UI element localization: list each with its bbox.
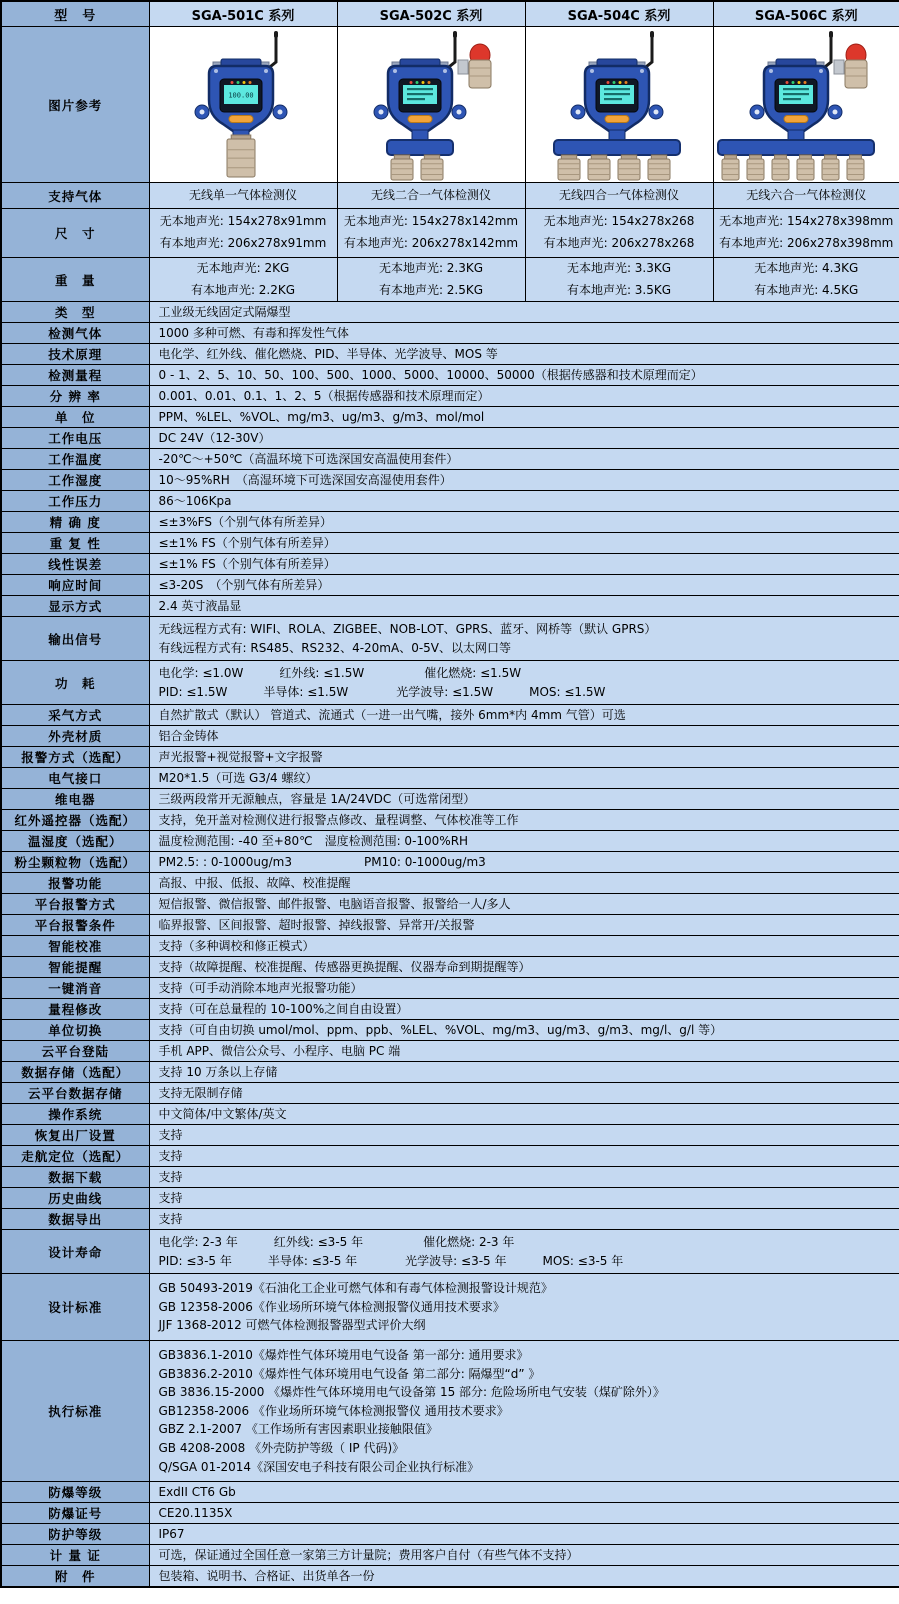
table-row (1, 936, 899, 957)
value-line: 可选，保证通过全国任意一家第三方计量院；费用客户自付（有些气体不支持） (158, 1547, 579, 1562)
value-line: 无本地声光: 2.3KG (378, 261, 484, 275)
table-row (1, 957, 899, 978)
value-line: 中文简体/中文繁体/英文 (158, 1106, 287, 1121)
value-line: 温度检测范围: -40 至+80℃ 湿度检测范围: 0-100%RH (158, 833, 469, 848)
row-label: 单位切换 (1, 1020, 149, 1041)
spec-value-cell (149, 810, 899, 831)
spec-value-cell (149, 617, 899, 661)
spec-value-cell (149, 1167, 899, 1188)
row-label: 平台报警方式 (1, 894, 149, 915)
value-line: ≤±3%FS（个别气体有所差异） (158, 514, 332, 529)
value-line: ≤3-20S （个别气体有所差异） (158, 577, 330, 592)
row-label: 检测气体 (1, 323, 149, 344)
table-row (1, 1188, 899, 1209)
table-row (1, 978, 899, 999)
value-line: 无线六合一气体检测仪 (746, 188, 867, 203)
value-line: 支持 (158, 1148, 183, 1163)
value-line: GB 3836.15-2000 《爆炸性气体环境用电气设备第 15 部分: 危险场所电气安装（煤矿除外）》 (158, 1385, 665, 1400)
value-line: 支持无限制存储 (158, 1085, 243, 1100)
row-label: 报警功能 (1, 873, 149, 894)
row-label: 重 复 性 (1, 533, 149, 554)
manifold-bar (387, 140, 453, 155)
value-line: 支持（故障提醒、校准提醒、传感器更换提醒、仪器寿命到期提醒等） (158, 959, 531, 974)
spec-value-cell (149, 575, 899, 596)
table-row (1, 209, 899, 258)
row-label: 检测量程 (1, 365, 149, 386)
row-label: 恢复出厂设置 (1, 1125, 149, 1146)
row-label: 电气接口 (1, 768, 149, 789)
value-line: 铝合金铸体 (158, 728, 219, 743)
row-label: 防护等级 (1, 1524, 149, 1545)
value-line: 高报、中报、低报、故障、校准提醒 (158, 875, 351, 890)
spec-value-cell (149, 999, 899, 1020)
value-line: GBZ 2.1-2007 《工作场所有害因素职业接触限值》 (158, 1422, 438, 1437)
table-row (1, 596, 899, 617)
sensor-head-icon (391, 155, 413, 180)
spec-value-cell (149, 936, 899, 957)
model-header-cell: SGA-502C 系列 (337, 1, 525, 27)
table-row (1, 831, 899, 852)
row-label: 平台报警条件 (1, 915, 149, 936)
table-row (1, 1146, 899, 1167)
row-label: 技术原理 (1, 344, 149, 365)
spec-value-cell (149, 1020, 899, 1041)
product-image-cell (337, 27, 525, 183)
value-line: 自然扩散式（默认） 管道式、流通式（一进一出气嘴，接外 6mm*内 4mm 气管）可选 (158, 707, 626, 722)
gas-detector-illustration (150, 28, 336, 181)
table-row (1, 661, 899, 705)
row-label: 线性误差 (1, 554, 149, 575)
table-row (1, 575, 899, 596)
value-line: 手机 APP、微信公众号、小程序、电脑 PC 端 (158, 1043, 401, 1058)
table-row (1, 470, 899, 491)
table-row (1, 449, 899, 470)
table-row (1, 1125, 899, 1146)
value-line: 有本地声光: 2.5KG (378, 282, 484, 297)
spec-value-cell (149, 449, 899, 470)
value-line: 支持（可自由切换 umol/mol、ppm、ppb、%LEL、%VOL、mg/m3、ug/m3、g/m3、mg/l、g/l 等） (158, 1022, 723, 1037)
model-value-cell (713, 209, 899, 258)
value-line: -20℃～+50℃（高温环境下可选深国安高温使用套件） (158, 451, 459, 466)
spec-value-cell (149, 1041, 899, 1062)
table-row (1, 1020, 899, 1041)
value-line: 工业级无线固定式隔爆型 (158, 304, 291, 319)
table-row (1, 1041, 899, 1062)
row-label: 显示方式 (1, 596, 149, 617)
spec-value-cell (149, 831, 899, 852)
row-label: 功 耗 (1, 661, 149, 705)
table-row (1, 1566, 899, 1588)
sensor-head-icon (847, 155, 864, 180)
model-header-cell: SGA-501C 系列 (149, 1, 337, 27)
table-row (1, 533, 899, 554)
spec-value-cell (149, 407, 899, 428)
spec-value-cell (149, 726, 899, 747)
spec-value-cell (149, 1566, 899, 1588)
value-line: 无线单一气体检测仪 (188, 188, 297, 203)
table-row (1, 915, 899, 936)
table-row (1, 1545, 899, 1566)
gas-detector-illustration (338, 28, 524, 181)
value-line: PID: ≤3-5 年 半导体: ≤3-5 年 光学波导: ≤3-5 年 MOS: ≤3-5 年 (158, 1253, 624, 1268)
table-row (1, 1524, 899, 1545)
model-value-cell (149, 209, 337, 258)
value-line: GB3836.1-2010《爆炸性气体环境用电气设备 第一部分: 通用要求》 (158, 1348, 529, 1363)
table-row (1, 852, 899, 873)
spec-value-cell (149, 705, 899, 726)
value-line: 有本地声光: 2.2KG (190, 282, 296, 297)
value-line: GB3836.2-2010《爆炸性气体环境用电气设备 第二部分: 隔爆型“d” 》 (158, 1366, 541, 1381)
value-line: 支持（可手动消除本地声光报警功能） (158, 980, 363, 995)
alarm-beacon-icon (834, 44, 867, 88)
spec-value-cell (149, 1209, 899, 1230)
row-label: 历史曲线 (1, 1188, 149, 1209)
spec-value-cell (149, 533, 899, 554)
value-line: 有本地声光: 206x278x268 (543, 236, 695, 250)
spec-value-cell (149, 789, 899, 810)
value-line: GB 12358-2006《作业场所环境气体检测报警仪通用技术要求》 (158, 1299, 505, 1314)
table-row (1, 1503, 899, 1524)
spec-value-cell (149, 1146, 899, 1167)
table-row (1, 894, 899, 915)
sensor-head-icon (722, 155, 739, 180)
manifold-bar (718, 140, 874, 155)
value-line: ExdII CT6 Gb (158, 1484, 236, 1499)
spec-value-cell (149, 1503, 899, 1524)
model-value-cell (525, 258, 713, 302)
table-row (1, 512, 899, 533)
row-label: 操作系统 (1, 1104, 149, 1125)
table-row (1, 768, 899, 789)
spec-value-cell (149, 1125, 899, 1146)
value-line: GB12358-2006 《作业场所环境气体检测报警仪 通用技术要求》 (158, 1403, 509, 1418)
value-line: DC 24V（12-30V） (158, 430, 271, 445)
row-label: 防爆证号 (1, 1503, 149, 1524)
spec-value-cell (149, 1341, 899, 1482)
value-line: 临界报警、区间报警、超时报警、掉线报警、异常开/关报警 (158, 917, 475, 932)
spec-value-cell (149, 596, 899, 617)
value-line: ≤±1% FS（个别气体有所差异） (158, 535, 336, 550)
spec-value-cell (149, 1104, 899, 1125)
row-label: 分 辨 率 (1, 386, 149, 407)
model-header-row (1, 1, 899, 27)
sensor-head-icon (618, 155, 640, 180)
row-label: 图片参考 (1, 27, 149, 183)
model-header-cell: SGA-504C 系列 (525, 1, 713, 27)
model-value-cell (149, 258, 337, 302)
row-label: 工作压力 (1, 491, 149, 512)
row-label: 防爆等级 (1, 1482, 149, 1503)
spec-value-cell (149, 344, 899, 365)
spec-value-cell (149, 1482, 899, 1503)
value-line: 三级两段常开无源触点，容量是 1A/24VDC（可选常闭型） (158, 791, 476, 806)
spec-value-cell (149, 661, 899, 705)
row-label: 单 位 (1, 407, 149, 428)
value-line: 电化学: ≤1.0W 红外线: ≤1.5W 催化燃烧: ≤1.5W (158, 666, 522, 681)
value-line: 包装箱、说明书、合格证、出货单各一份 (158, 1568, 375, 1583)
table-row (1, 491, 899, 512)
value-line: 有本地声光: 206x278x91mm (159, 236, 327, 250)
table-row (1, 617, 899, 661)
value-line: PPM、%LEL、%VOL、mg/m3、ug/m3、g/m3、mol/mol (158, 409, 485, 424)
table-row (1, 365, 899, 386)
value-line: 无线二合一气体检测仪 (370, 188, 491, 203)
value-line: Q/SGA 01-2014《深国安电子科技有限公司企业执行标准》 (158, 1459, 480, 1474)
value-line: 支持 (158, 1169, 183, 1184)
table-row (1, 1062, 899, 1083)
row-label: 云平台数据存储 (1, 1083, 149, 1104)
row-label: 类 型 (1, 302, 149, 323)
row-label: 精 确 度 (1, 512, 149, 533)
gas-detector-illustration (526, 28, 712, 181)
model-header-label: 型 号 (1, 1, 149, 27)
spec-value-cell (149, 365, 899, 386)
svg-text:100.00: 100.00 (228, 91, 254, 100)
table-row (1, 1209, 899, 1230)
table-row (1, 873, 899, 894)
sensor-head-icon (747, 155, 764, 180)
spec-value-cell (149, 852, 899, 873)
value-line: 无线四合一气体检测仪 (558, 188, 679, 203)
value-line: 0 - 1、2、5、10、50、100、500、1000、5000、10000、50000（根据传感器和技术原理而定） (158, 367, 703, 382)
spec-value-cell (149, 1062, 899, 1083)
value-line: 支持 (158, 1190, 183, 1205)
sensor-head-icon (227, 135, 255, 177)
spec-value-cell (149, 915, 899, 936)
row-label: 一键消音 (1, 978, 149, 999)
sensor-head-icon (797, 155, 814, 180)
table-row (1, 999, 899, 1020)
row-label: 响应时间 (1, 575, 149, 596)
value-line: 支持（多种调校和修正模式） (158, 938, 315, 953)
value-line: 有线远程方式有: RS485、RS232、4-20mA、0-5V、以太网口等 (158, 640, 512, 655)
value-line: 支持 (158, 1211, 183, 1226)
alarm-beacon-icon (458, 44, 491, 88)
sensor-head-icon (648, 155, 670, 180)
table-row (1, 183, 899, 209)
spec-value-cell (149, 1274, 899, 1341)
spec-value-cell (149, 1524, 899, 1545)
value-line: 支持（可在总量程的 10-100%之间自由设置） (158, 1001, 409, 1016)
table-row (1, 1230, 899, 1274)
spec-value-cell (149, 747, 899, 768)
table-row (1, 1083, 899, 1104)
product-image-cell (149, 27, 337, 183)
gas-detector-illustration (714, 28, 899, 181)
spec-value-cell (149, 1545, 899, 1566)
table-row (1, 747, 899, 768)
row-label: 红外遥控器（选配） (1, 810, 149, 831)
value-line: 无本地声光: 4.3KG (754, 261, 859, 275)
value-line: 声光报警+视觉报警+文字报警 (158, 749, 323, 764)
product-image-row (1, 27, 899, 183)
sensor-head-icon (588, 155, 610, 180)
row-label: 维电器 (1, 789, 149, 810)
spec-value-cell (149, 302, 899, 323)
product-image-cell (713, 27, 899, 183)
spec-value-cell (149, 554, 899, 575)
value-line: 无本地声光: 154x278x268 (543, 214, 695, 229)
table-row (1, 302, 899, 323)
sensor-head-icon (421, 155, 443, 180)
table-row (1, 1341, 899, 1482)
manifold-bar (554, 140, 680, 155)
value-line: 有本地声光: 206x278x398mm (719, 236, 894, 250)
value-line: 无本地声光: 3.3KG (566, 261, 672, 275)
value-line: CE20.1135X (158, 1505, 233, 1520)
value-line: 支持 10 万条以上存储 (158, 1064, 278, 1079)
sensor-head-icon (772, 155, 789, 180)
row-label: 报警方式（选配） (1, 747, 149, 768)
spec-value-cell (149, 978, 899, 999)
table-row (1, 1167, 899, 1188)
row-label: 温湿度（选配） (1, 831, 149, 852)
value-line: 短信报警、微信报警、邮件报警、电脑语音报警、报警给一人/多人 (158, 896, 511, 911)
table-row (1, 1274, 899, 1341)
value-line: GB 50493-2019《石油化工企业可燃气体和有毒气体检测报警设计规范》 (158, 1281, 553, 1296)
value-line: 电化学、红外线、催化燃烧、PID、半导体、光学波导、MOS 等 (158, 346, 498, 361)
row-label: 外壳材质 (1, 726, 149, 747)
row-label: 工作电压 (1, 428, 149, 449)
row-label: 尺 寸 (1, 209, 149, 258)
value-line: 支持 (158, 1127, 183, 1142)
value-line: 支持，免开盖对检测仪进行报警点修改、量程调整、气体校准等工作 (158, 812, 519, 827)
value-line: ≤±1% FS（个别气体有所差异） (158, 556, 336, 571)
row-label: 量程修改 (1, 999, 149, 1020)
spec-value-cell (149, 873, 899, 894)
table-row (1, 344, 899, 365)
value-line: 无线远程方式有: WIFI、ROLA、ZIGBEE、NOB-LOT、GPRS、蓝牙、网桥等（默认 GPRS） (158, 622, 657, 637)
table-row (1, 386, 899, 407)
value-line: JJF 1368-2012 可燃气体检测报警器型式评价大纲 (158, 1318, 426, 1333)
spec-value-cell (149, 470, 899, 491)
value-line: PM2.5: : 0-1000ug/m3 PM10: 0-1000ug/m3 (158, 854, 486, 869)
spec-value-cell (149, 1230, 899, 1274)
value-line: 无本地声光: 154x278x398mm (719, 214, 894, 229)
table-row (1, 428, 899, 449)
value-line: 无本地声光: 154x278x91mm (159, 214, 327, 229)
model-value-cell (337, 209, 525, 258)
product-image-cell (525, 27, 713, 183)
spec-value-cell (149, 1083, 899, 1104)
row-label: 走航定位（选配） (1, 1146, 149, 1167)
row-label: 输出信号 (1, 617, 149, 661)
value-line: 86～106Kpa (158, 493, 232, 508)
row-label: 智能提醒 (1, 957, 149, 978)
table-row (1, 705, 899, 726)
row-label: 附 件 (1, 1566, 149, 1588)
value-line: 有本地声光: 3.5KG (566, 282, 672, 297)
row-label: 云平台登陆 (1, 1041, 149, 1062)
model-value-cell (337, 258, 525, 302)
model-value-cell (337, 183, 525, 209)
model-header-cell: SGA-506C 系列 (713, 1, 899, 27)
row-label: 执行标准 (1, 1341, 149, 1482)
model-value-cell (713, 183, 899, 209)
table-row (1, 726, 899, 747)
table-row (1, 323, 899, 344)
table-row (1, 810, 899, 831)
value-line: 电化学: 2-3 年 红外线: ≤3-5 年 催化燃烧: 2-3 年 (158, 1235, 515, 1250)
value-line: IP67 (158, 1526, 185, 1541)
sensor-head-icon (822, 155, 839, 180)
sensor-head-icon (558, 155, 580, 180)
row-label: 智能校准 (1, 936, 149, 957)
row-label: 计 量 证 (1, 1545, 149, 1566)
value-line: 0.001、0.01、0.1、1、2、5（根据传感器和技术原理而定） (158, 388, 490, 403)
row-label: 采气方式 (1, 705, 149, 726)
row-label: 粉尘颗粒物（选配） (1, 852, 149, 873)
row-label: 设计寿命 (1, 1230, 149, 1274)
row-label: 数据导出 (1, 1209, 149, 1230)
model-value-cell (149, 183, 337, 209)
model-value-cell (525, 209, 713, 258)
value-line: GB 4208-2008 《外壳防护等级（ IP 代码)》 (158, 1441, 405, 1456)
value-line: 有本地声光: 4.5KG (754, 282, 859, 297)
value-line: 无本地声光: 2KG (196, 261, 290, 275)
table-row (1, 1482, 899, 1503)
value-line: 1000 多种可燃、有毒和挥发性气体 (158, 325, 349, 340)
spec-table-body (1, 1, 899, 1587)
table-row (1, 1104, 899, 1125)
spec-value-cell (149, 512, 899, 533)
spec-value-cell (149, 957, 899, 978)
row-label: 工作湿度 (1, 470, 149, 491)
spec-value-cell (149, 386, 899, 407)
spec-value-cell (149, 428, 899, 449)
table-row (1, 258, 899, 302)
table-row (1, 554, 899, 575)
value-line: 2.4 英寸液晶显 (158, 598, 242, 613)
row-label: 工作温度 (1, 449, 149, 470)
spec-value-cell (149, 768, 899, 789)
model-value-cell (525, 183, 713, 209)
value-line: 有本地声光: 206x278x142mm (343, 236, 519, 250)
table-row (1, 407, 899, 428)
table-row (1, 789, 899, 810)
value-line: 10～95%RH （高湿环境下可选深国安高湿使用套件） (158, 472, 452, 487)
spec-value-cell (149, 323, 899, 344)
row-label: 数据下载 (1, 1167, 149, 1188)
spec-value-cell (149, 894, 899, 915)
value-line: 无本地声光: 154x278x142mm (343, 214, 519, 229)
row-label: 重 量 (1, 258, 149, 302)
row-label: 设计标准 (1, 1274, 149, 1341)
spec-value-cell (149, 1188, 899, 1209)
spec-value-cell (149, 491, 899, 512)
row-label: 数据存储（选配） (1, 1062, 149, 1083)
model-value-cell (713, 258, 899, 302)
value-line: M20*1.5（可选 G3/4 螺纹） (158, 770, 318, 785)
row-label: 支持气体 (1, 183, 149, 209)
value-line: PID: ≤1.5W 半导体: ≤1.5W 光学波导: ≤1.5W MOS: ≤1.5W (158, 684, 606, 699)
